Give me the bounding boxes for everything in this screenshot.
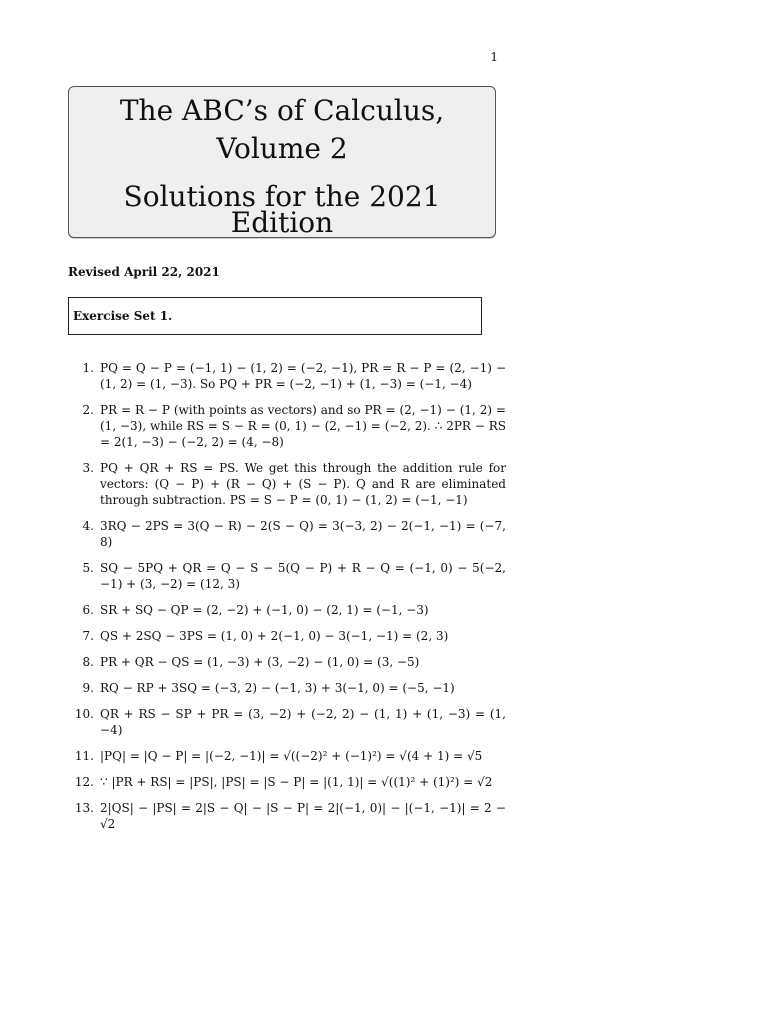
title-line-1: The ABC’s of Calculus, [119,94,445,127]
problem-solution: SR + SQ − QP = (2, −2) + (−1, 0) − (2, 1) = (−1, −3) [100,603,429,617]
problem-solution: QS + 2SQ − 3PS = (1, 0) + 2(−1, 0) − 3(−1, −1) = (2, 3) [100,629,449,643]
problem-number: 9. [82,681,94,695]
problem-number: 1. [82,361,94,375]
problem-solution: ∵ |PR + RS| = |PS|, |PS| = |S − P| = |(1, 1)| = √((1)² + (1)²) = √2 [100,775,493,789]
problem-number: 4. [82,519,94,533]
problem-solution: RQ − RP + 3SQ = (−3, 2) − (−1, 3) + 3(−1, 0) = (−5, −1) [100,681,455,695]
problem-item [70,800,506,832]
problem-solution: QR + RS − SP + PR = (3, −2) + (−2, 2) − (1, 1) + (1, −3) = (1, −4) [100,707,506,737]
problem-item [70,360,506,392]
page-number: 1 [490,50,498,64]
problem-solution: PQ + QR + RS = PS. We get this through the addition rule for vectors: (Q − P) + (R − Q) + (S − P). Q and R are eliminated through subtraction. PS = S − P = (0, 1) − (1, 2) = (−1, −1) [100,461,506,507]
problem-solution: |PQ| = |Q − P| = |(−2, −1)| = √((−2)² + (−1)²) = √(4 + 1) = √5 [100,749,483,763]
problem-number: 10. [74,707,94,721]
problem-item [70,748,506,764]
problem-item [70,774,506,790]
revised-date: Revised April 22, 2021 [68,265,220,279]
problem-solution: PQ = Q − P = (−1, 1) − (1, 2) = (−2, −1), PR = R − P = (2, −1) − (1, 2) = (1, −3). So PQ + PR = (−2, −1) + (1, −3) = (−1, −4) [100,361,506,391]
title-line-3: Solutions for the 2021 [123,180,441,213]
problem-item [70,602,506,618]
problem-solution: 3RQ − 2PS = 3(Q − R) − 2(S − Q) = 3(−3, 2) − 2(−1, −1) = (−7, 8) [100,519,506,549]
problem-number: 11. [74,749,94,763]
problem-number: 12. [74,775,94,789]
problem-item [70,518,506,550]
problem-number: 3. [82,461,94,475]
exercise-set-label: Exercise Set 1. [73,309,173,323]
problem-number: 2. [82,403,94,417]
problem-item [70,706,506,738]
problem-number: 6. [82,603,94,617]
problem-item [70,628,506,644]
problem-item [70,402,506,450]
problem-number: 5. [82,561,94,575]
problem-number: 7. [82,629,94,643]
title-line-4: Edition [230,206,334,239]
problem-solution: 2|QS| − |PS| = 2|S − Q| − |S − P| = 2|(−1, 0)| − |(−1, −1)| = 2 − √2 [100,801,506,831]
problem-item [70,654,506,670]
problem-number: 8. [82,655,94,669]
problem-solution: PR = R − P (with points as vectors) and so PR = (2, −1) − (1, 2) = (1, −3), while RS = S − R = (0, 1) − (2, −1) = (−2, 2). ∴ 2PR − RS = 2(1, −3) − (−2, 2) = (4, −8) [100,403,506,449]
problem-number: 13. [74,801,94,815]
problem-solution: PR + QR − QS = (1, −3) + (3, −2) − (1, 0) = (3, −5) [100,655,420,669]
problem-item [70,560,506,592]
problem-item [70,680,506,696]
problem-list [70,360,506,842]
exercise-set-box [68,297,482,335]
problem-solution: SQ − 5PQ + QR = Q − S − 5(Q − P) + R − Q = (−1, 0) − 5(−2, −1) + (3, −2) = (12, 3) [100,561,506,591]
problem-item [70,460,506,508]
title-line-2: Volume 2 [216,132,348,165]
title-box [68,86,496,238]
